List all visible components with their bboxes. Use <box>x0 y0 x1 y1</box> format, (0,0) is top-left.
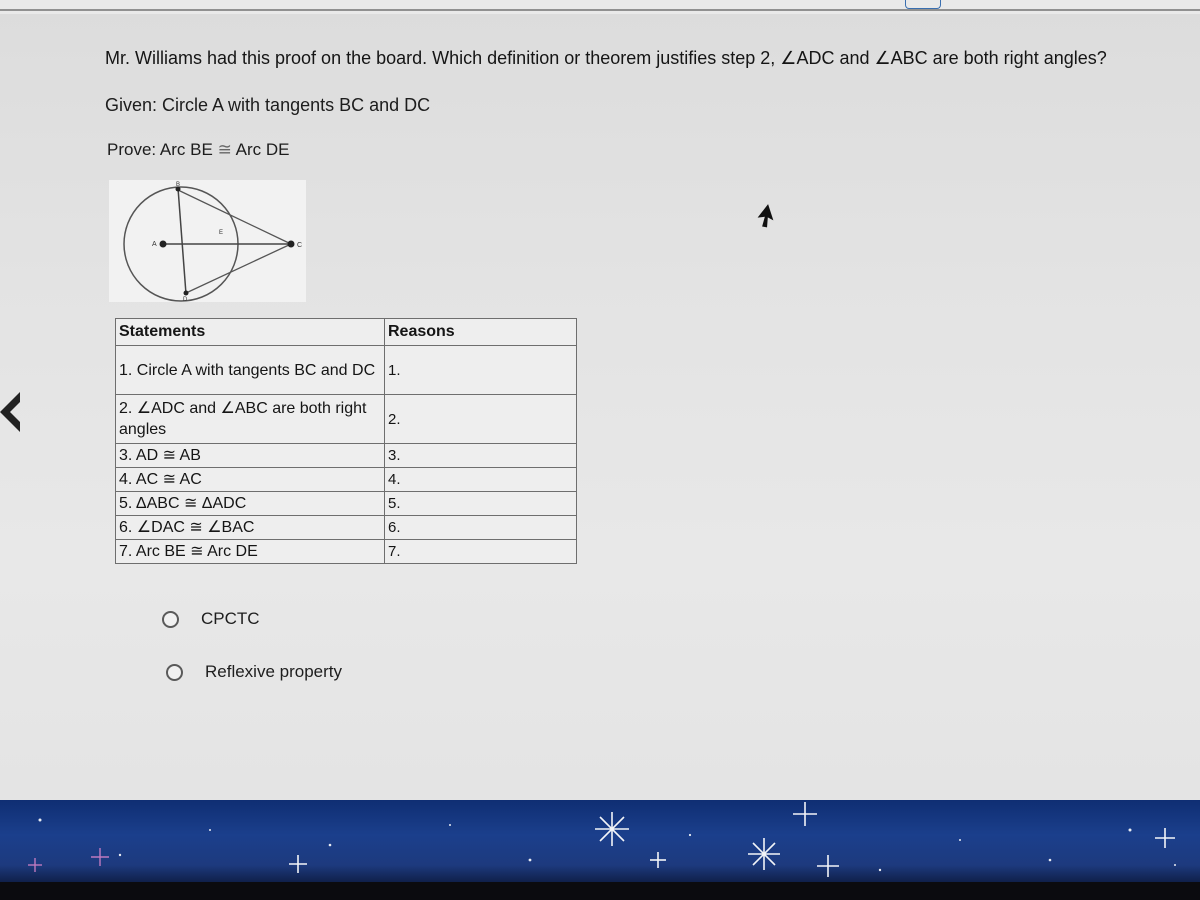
choice-reflexive-property[interactable] <box>166 662 342 682</box>
tangent-bc <box>178 190 291 244</box>
choice-label: Reflexive property <box>205 662 343 681</box>
top-bar-button[interactable] <box>905 0 941 9</box>
point-a <box>160 241 167 248</box>
table-row <box>116 540 577 564</box>
desktop-wallpaper <box>0 800 1200 900</box>
radio-button[interactable] <box>166 664 183 681</box>
top-bar-divider <box>0 9 1200 11</box>
table-row <box>116 516 577 540</box>
table-row <box>116 492 577 516</box>
reason-cell: 4. <box>385 468 577 492</box>
statement-cell: 3. AD ≅ AB <box>116 444 385 468</box>
reason-cell: 7. <box>385 540 577 564</box>
reason-cell: 5. <box>385 492 577 516</box>
prove-prefix: Prove: Arc BE <box>107 140 213 159</box>
label-a: A <box>152 241 157 248</box>
reason-cell: 1. <box>385 346 577 395</box>
statement-cell: 7. Arc BE ≅ Arc DE <box>116 540 385 564</box>
prove-suffix: Arc DE <box>235 140 290 159</box>
back-arrow-icon[interactable] <box>0 392 20 432</box>
table-row <box>116 444 577 468</box>
point-d <box>184 291 189 296</box>
reasons-header: Reasons <box>385 319 577 346</box>
arrow-cursor-icon <box>757 203 775 229</box>
label-c: C <box>297 242 303 249</box>
statement-cell: 2. ∠ADC and ∠ABC are both right angles <box>116 395 385 444</box>
given-text: Given: Circle A with tangents BC and DC <box>105 95 431 115</box>
table-row <box>116 468 577 492</box>
question-text: Mr. Williams had this proof on the board. Which definition or theorem justifies step 2, ∠ADC and ∠ABC are both right angles? <box>105 48 1107 68</box>
circle-tangent-figure <box>109 180 306 302</box>
proof-table <box>115 318 577 564</box>
statement-cell: 1. Circle A with tangents BC and DC <box>116 346 385 395</box>
label-b: B <box>176 182 181 188</box>
tangent-dc <box>186 244 291 293</box>
prove-text <box>107 140 289 160</box>
reason-cell: 6. <box>385 516 577 540</box>
point-c <box>288 241 295 248</box>
statements-header: Statements <box>116 319 385 346</box>
statement-cell: 6. ∠DAC ≅ ∠BAC <box>116 516 385 540</box>
top-bar <box>0 0 1200 14</box>
reason-cell: 2. <box>385 395 577 444</box>
label-d: D <box>183 297 188 302</box>
statement-cell: 4. AC ≅ AC <box>116 468 385 492</box>
statement-cell: 5. ΔABC ≅ ΔADC <box>116 492 385 516</box>
congruent-symbol: ≅ <box>217 140 232 159</box>
radio-button[interactable] <box>162 611 179 628</box>
table-row <box>116 395 577 444</box>
table-row <box>116 346 577 395</box>
diameter-bd <box>178 188 186 294</box>
reason-cell: 3. <box>385 444 577 468</box>
choice-label: CPCTC <box>201 609 260 628</box>
bottom-bezel <box>0 882 1200 900</box>
choice-cpctc[interactable] <box>162 609 260 629</box>
label-e: E <box>219 230 224 236</box>
